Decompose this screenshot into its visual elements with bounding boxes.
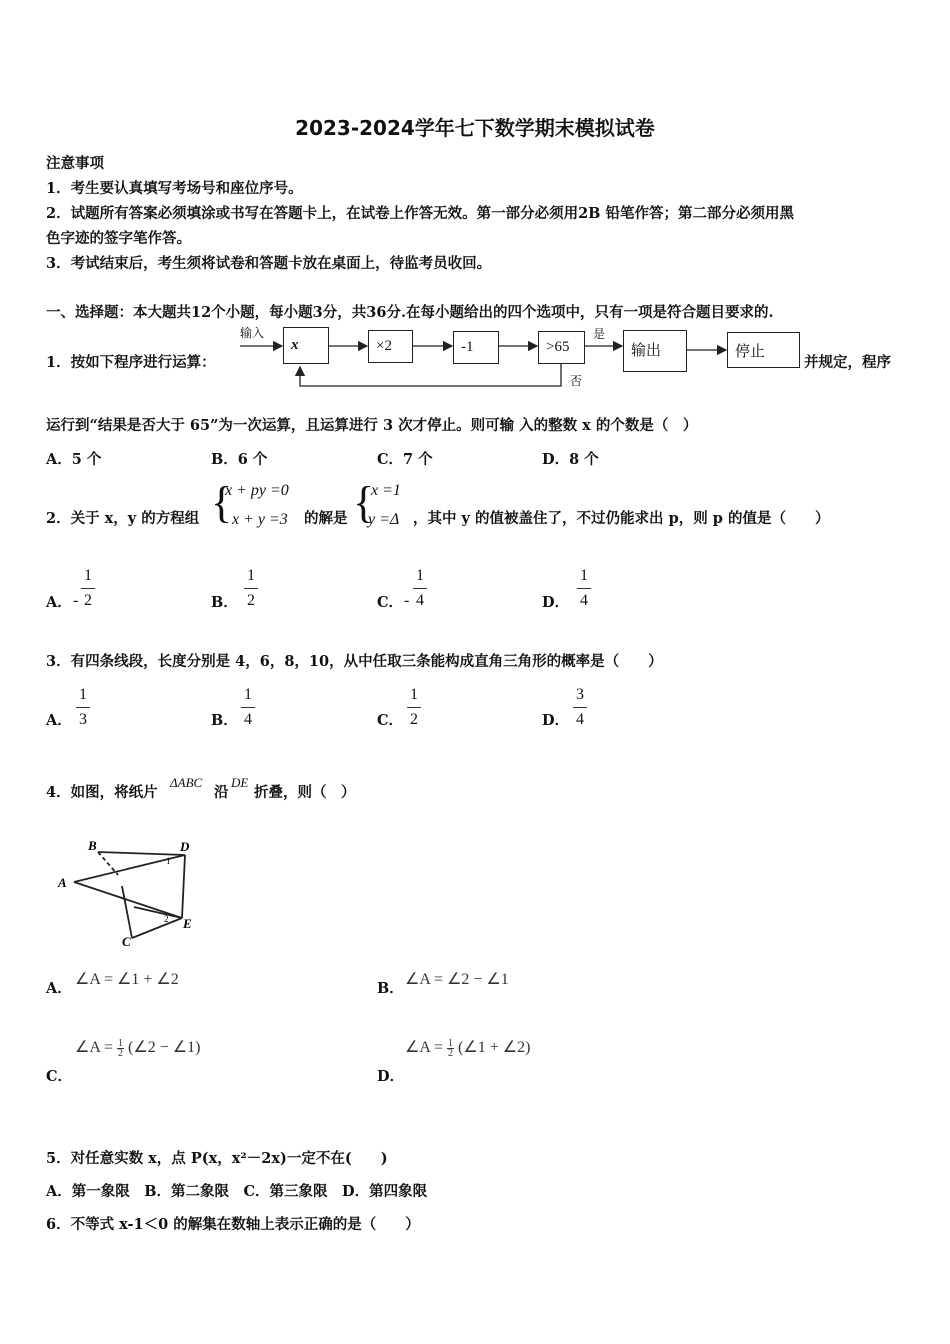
- q2-option-c-sign: -: [404, 592, 410, 609]
- q2-system-brace: {: [211, 478, 233, 527]
- q6-text: 6．不等式 x-1＜0 的解集在数轴上表示正确的是（ ）: [46, 1216, 420, 1233]
- q2-prefix: 2．关于 x，y 的方程组: [46, 510, 200, 527]
- q2-c-den: 4: [416, 592, 424, 609]
- q3-option-a-letter: A．: [46, 712, 72, 729]
- q3-option-d-fraction: [573, 685, 587, 730]
- fig-label-b: B: [88, 838, 97, 853]
- q2-b-num: 1: [247, 567, 255, 584]
- q2-option-b-fraction: [244, 566, 258, 611]
- q4-c-half-num: 1: [118, 1037, 124, 1049]
- q3-d-den: 4: [576, 711, 584, 728]
- q2-c-num: 1: [416, 567, 424, 584]
- q1-option-a: A．5 个: [46, 451, 102, 468]
- fig-label-d: D: [180, 839, 190, 854]
- q3-option-c-fraction: [407, 685, 421, 730]
- q3-option-c-letter: C．: [377, 712, 404, 729]
- q3-c-den: 2: [410, 711, 418, 728]
- q2-mid: 的解是: [304, 510, 348, 527]
- q4-c-half-den: 2: [118, 1047, 124, 1059]
- q4-mid: 沿: [214, 784, 229, 801]
- q1-line2: 运行到“结果是否大于 65”为一次运算，且运算进行 3 次才停止。则可输 入的整数 x 的个数是（ ）: [46, 417, 698, 434]
- segment-cb-lower: [122, 886, 132, 938]
- notice-item-2: 2．试题所有答案必须填涂或书写在答题卡上，在试卷上作答无效。第一部分必须用2B 铅笔作答；第二部分必须用黑: [46, 205, 794, 222]
- q2-d-num: 1: [580, 567, 588, 584]
- segment-ec: [132, 918, 182, 938]
- q4-option-a-letter: A．: [46, 980, 72, 997]
- q2-d-den: 4: [580, 592, 588, 609]
- q4-suffix: 折叠，则（ ）: [254, 784, 356, 801]
- q2-eq2: x + y =3: [232, 511, 288, 528]
- q4-option-c-expr: [75, 1037, 200, 1058]
- q4-d-half-den: 2: [448, 1047, 454, 1059]
- fig-label-e: E: [183, 916, 192, 931]
- q2-eq1: x + py =0: [225, 482, 289, 499]
- segment-ce-upper: [134, 907, 182, 918]
- q2-sol2: y =Δ: [368, 511, 400, 528]
- q2-option-a-sign: -: [73, 592, 79, 609]
- q3-a-num: 1: [79, 686, 87, 703]
- q4-d-half-num: 1: [448, 1037, 454, 1049]
- q4-option-b-expr: ∠A = ∠2 − ∠1: [405, 971, 509, 988]
- notice-item-2-cont: 色字迹的签字笔作答。: [46, 230, 191, 247]
- q4-c-half: [117, 1039, 124, 1058]
- q1-suffix: 并规定，程序: [804, 354, 891, 371]
- q3-d-num: 3: [576, 686, 584, 703]
- fig-label-2: 2: [164, 914, 169, 924]
- q1-flowchart: [236, 322, 806, 392]
- flow-box-minus1: -1: [453, 331, 499, 364]
- q3-c-num: 1: [410, 686, 418, 703]
- notice-item-1: 1．考生要认真填写考场号和座位序号。: [46, 180, 303, 197]
- segment-de: [182, 855, 185, 918]
- q5-options: A．第一象限 B．第二象限 C．第三象限 D．第四象限: [46, 1183, 428, 1200]
- q4-c-rhs: (∠2 − ∠1): [128, 1039, 201, 1056]
- q2-sol1: x =1: [371, 482, 401, 499]
- q1-option-b: B．6 个: [211, 451, 268, 468]
- q4-triangle-label: ΔABC: [170, 775, 203, 790]
- q3-b-num: 1: [244, 686, 252, 703]
- notice-item-3: 3．考试结束后，考生须将试卷和答题卡放在桌面上，待监考员收回。: [46, 255, 492, 272]
- flow-yes-label: 是: [593, 327, 606, 341]
- flow-box-stop: 停止: [727, 332, 800, 368]
- q3-option-b-fraction: [241, 685, 255, 730]
- flow-no-label: 否: [570, 374, 583, 388]
- q4-option-d-expr: [405, 1037, 530, 1058]
- q4-d-half: [447, 1039, 454, 1058]
- flow-box-gt65: >65: [538, 331, 585, 364]
- q2-option-c-letter: C．: [377, 594, 404, 611]
- flow-box-output: 输出: [623, 330, 687, 372]
- q1-option-c: C．7 个: [377, 451, 433, 468]
- q2-option-b-letter: B．: [211, 594, 238, 611]
- flow-input-label: 输入: [240, 326, 265, 340]
- loop-arrow: [300, 364, 561, 386]
- q3-a-den: 3: [79, 711, 87, 728]
- q2-b-den: 2: [247, 592, 255, 609]
- q3-text: 3．有四条线段，长度分别是 4，6，8，10，从中任取三条能构成直角三角形的概率是（ ）: [46, 653, 663, 670]
- notice-heading: 注意事项: [46, 155, 104, 172]
- q2-suffix: ，其中 y 的值被盖住了，不过仍能求出 p，则 p 的值是（ ）: [413, 510, 830, 527]
- flow-box-x: x: [283, 327, 329, 364]
- q2-solution-brace: {: [353, 478, 375, 527]
- q4-option-d-letter: D．: [377, 1068, 405, 1085]
- q3-option-b-letter: B．: [211, 712, 238, 729]
- q2-option-a-letter: A．: [46, 594, 72, 611]
- q2-option-a-fraction: [81, 566, 95, 611]
- q4-option-c-letter: C．: [46, 1068, 73, 1085]
- fig-label-c: C: [122, 934, 131, 949]
- q1-option-d: D．8 个: [542, 451, 599, 468]
- q4-d-rhs: (∠1 + ∠2): [458, 1039, 531, 1056]
- q4-d-lhs: ∠A =: [405, 1039, 444, 1056]
- flow-box-times2: ×2: [368, 330, 413, 363]
- section-1-heading: 一、选择题：本大题共12个小题，每小题3分，共36分.在每小题给出的四个选项中，只有一项是符合题目要求的.: [46, 304, 774, 321]
- segment-bd: [98, 852, 185, 855]
- q4-fold-line-label: DE: [231, 775, 249, 790]
- q2-a-den: 2: [84, 592, 92, 609]
- q2-a-num: 1: [84, 567, 92, 584]
- q3-b-den: 4: [244, 711, 252, 728]
- q4-triangle-figure: [52, 832, 212, 952]
- q1-prefix: 1．按如下程序进行运算：: [46, 354, 216, 371]
- fig-label-a: A: [58, 875, 67, 890]
- q4-option-b-letter: B．: [377, 980, 404, 997]
- q3-option-a-fraction: [76, 685, 90, 730]
- q5-text: 5．对任意实数 x，点 P(x，x²－2x)一定不在( ): [46, 1150, 388, 1167]
- q4-prefix: 4．如图，将纸片: [46, 784, 158, 801]
- q3-option-d-letter: D．: [542, 712, 570, 729]
- q2-option-d-fraction: [577, 566, 591, 611]
- q2-option-c-fraction: [413, 566, 427, 611]
- q4-option-a-expr: ∠A = ∠1 + ∠2: [75, 971, 179, 988]
- q2-option-d-letter: D．: [542, 594, 570, 611]
- fig-label-1: 1: [166, 856, 171, 866]
- page-title: 2023-2024学年七下数学期末模拟试卷: [295, 116, 655, 140]
- q4-c-lhs: ∠A =: [75, 1039, 114, 1056]
